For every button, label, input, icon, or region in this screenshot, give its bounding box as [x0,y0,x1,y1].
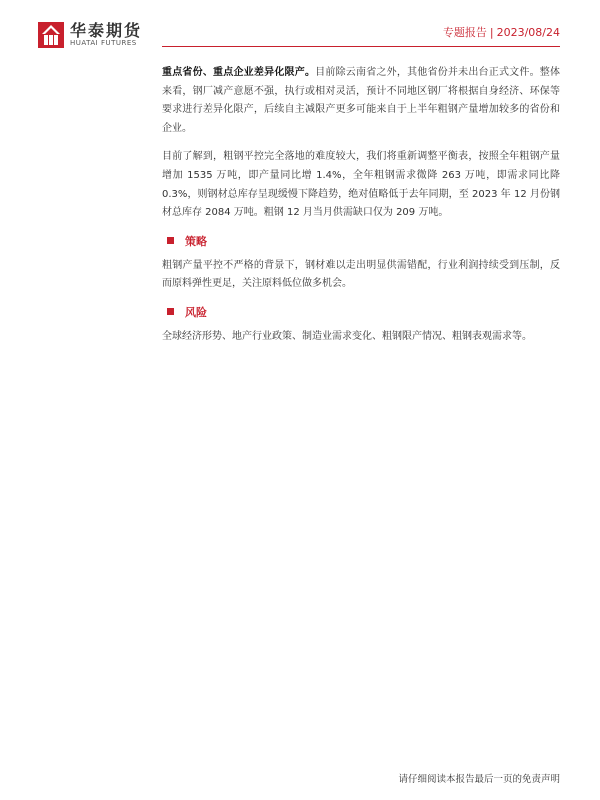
logo-english-name: HUATAI FUTURES [70,39,137,47]
report-type: 专题报告 [442,26,487,39]
paragraph-strategy: 粗钢产量平控不严格的背景下，钢材难以走出明显供需错配，行业利润持续受到压制，反而原料弹性更足，关注原料低位做多机会。 [162,259,560,290]
section-bullet-icon [167,237,174,244]
paragraph-risk: 全球经济形势、地产行业政策、制造业需求变化、粗钢限产情况、粗钢表观需求等。 [162,330,532,342]
huatai-logo-icon [38,22,64,48]
company-logo [38,22,142,48]
section-title: 策略 [185,234,207,248]
paragraph-production-limits [162,64,560,138]
header-meta [443,24,560,40]
footer-disclaimer: 请仔细阅读本报告最后一页的免责声明 [398,774,560,785]
section-heading-strategy [162,233,560,249]
report-date: 2023/08/24 [496,26,560,39]
paragraph-lead: 重点省份、重点企业差异化限产。 [162,67,316,78]
header-separator: | [489,26,494,39]
header-rule [162,46,560,47]
paragraph-balance-sheet: 目前了解到，粗钢平控完全落地的难度较大，我们将重新调整平衡表，按照全年粗钢产量增加 1535 万吨，即产量同比增 1.4%，全年粗钢需求微降 263 万吨，即需求同比降 0.3%，则钢材总库存呈现缓慢下降趋势，绝对值略低于去年同期，至 2023 年 12 月份钢材总库存 2084 万吨。粗钢 12 月当月供需缺口仅为 209 万吨。 [162,151,560,219]
logo-chinese-name: 华泰期货 [70,21,143,40]
section-bullet-icon [167,308,174,315]
paragraph-text: 目前除云南省之外，其他省份并未出台正式文件。整体来看，钢厂减产意愿不强，执行或相对灵活，预计不同地区钢厂将根据自身经济、环保等要求进行差异化限产，后续自主减限产更多可能来自于上半年粗钢产量增加较多的省份和企业。 [162,67,561,134]
section-title: 风险 [185,305,207,319]
section-heading-risk [162,304,560,320]
report-body [162,64,560,357]
